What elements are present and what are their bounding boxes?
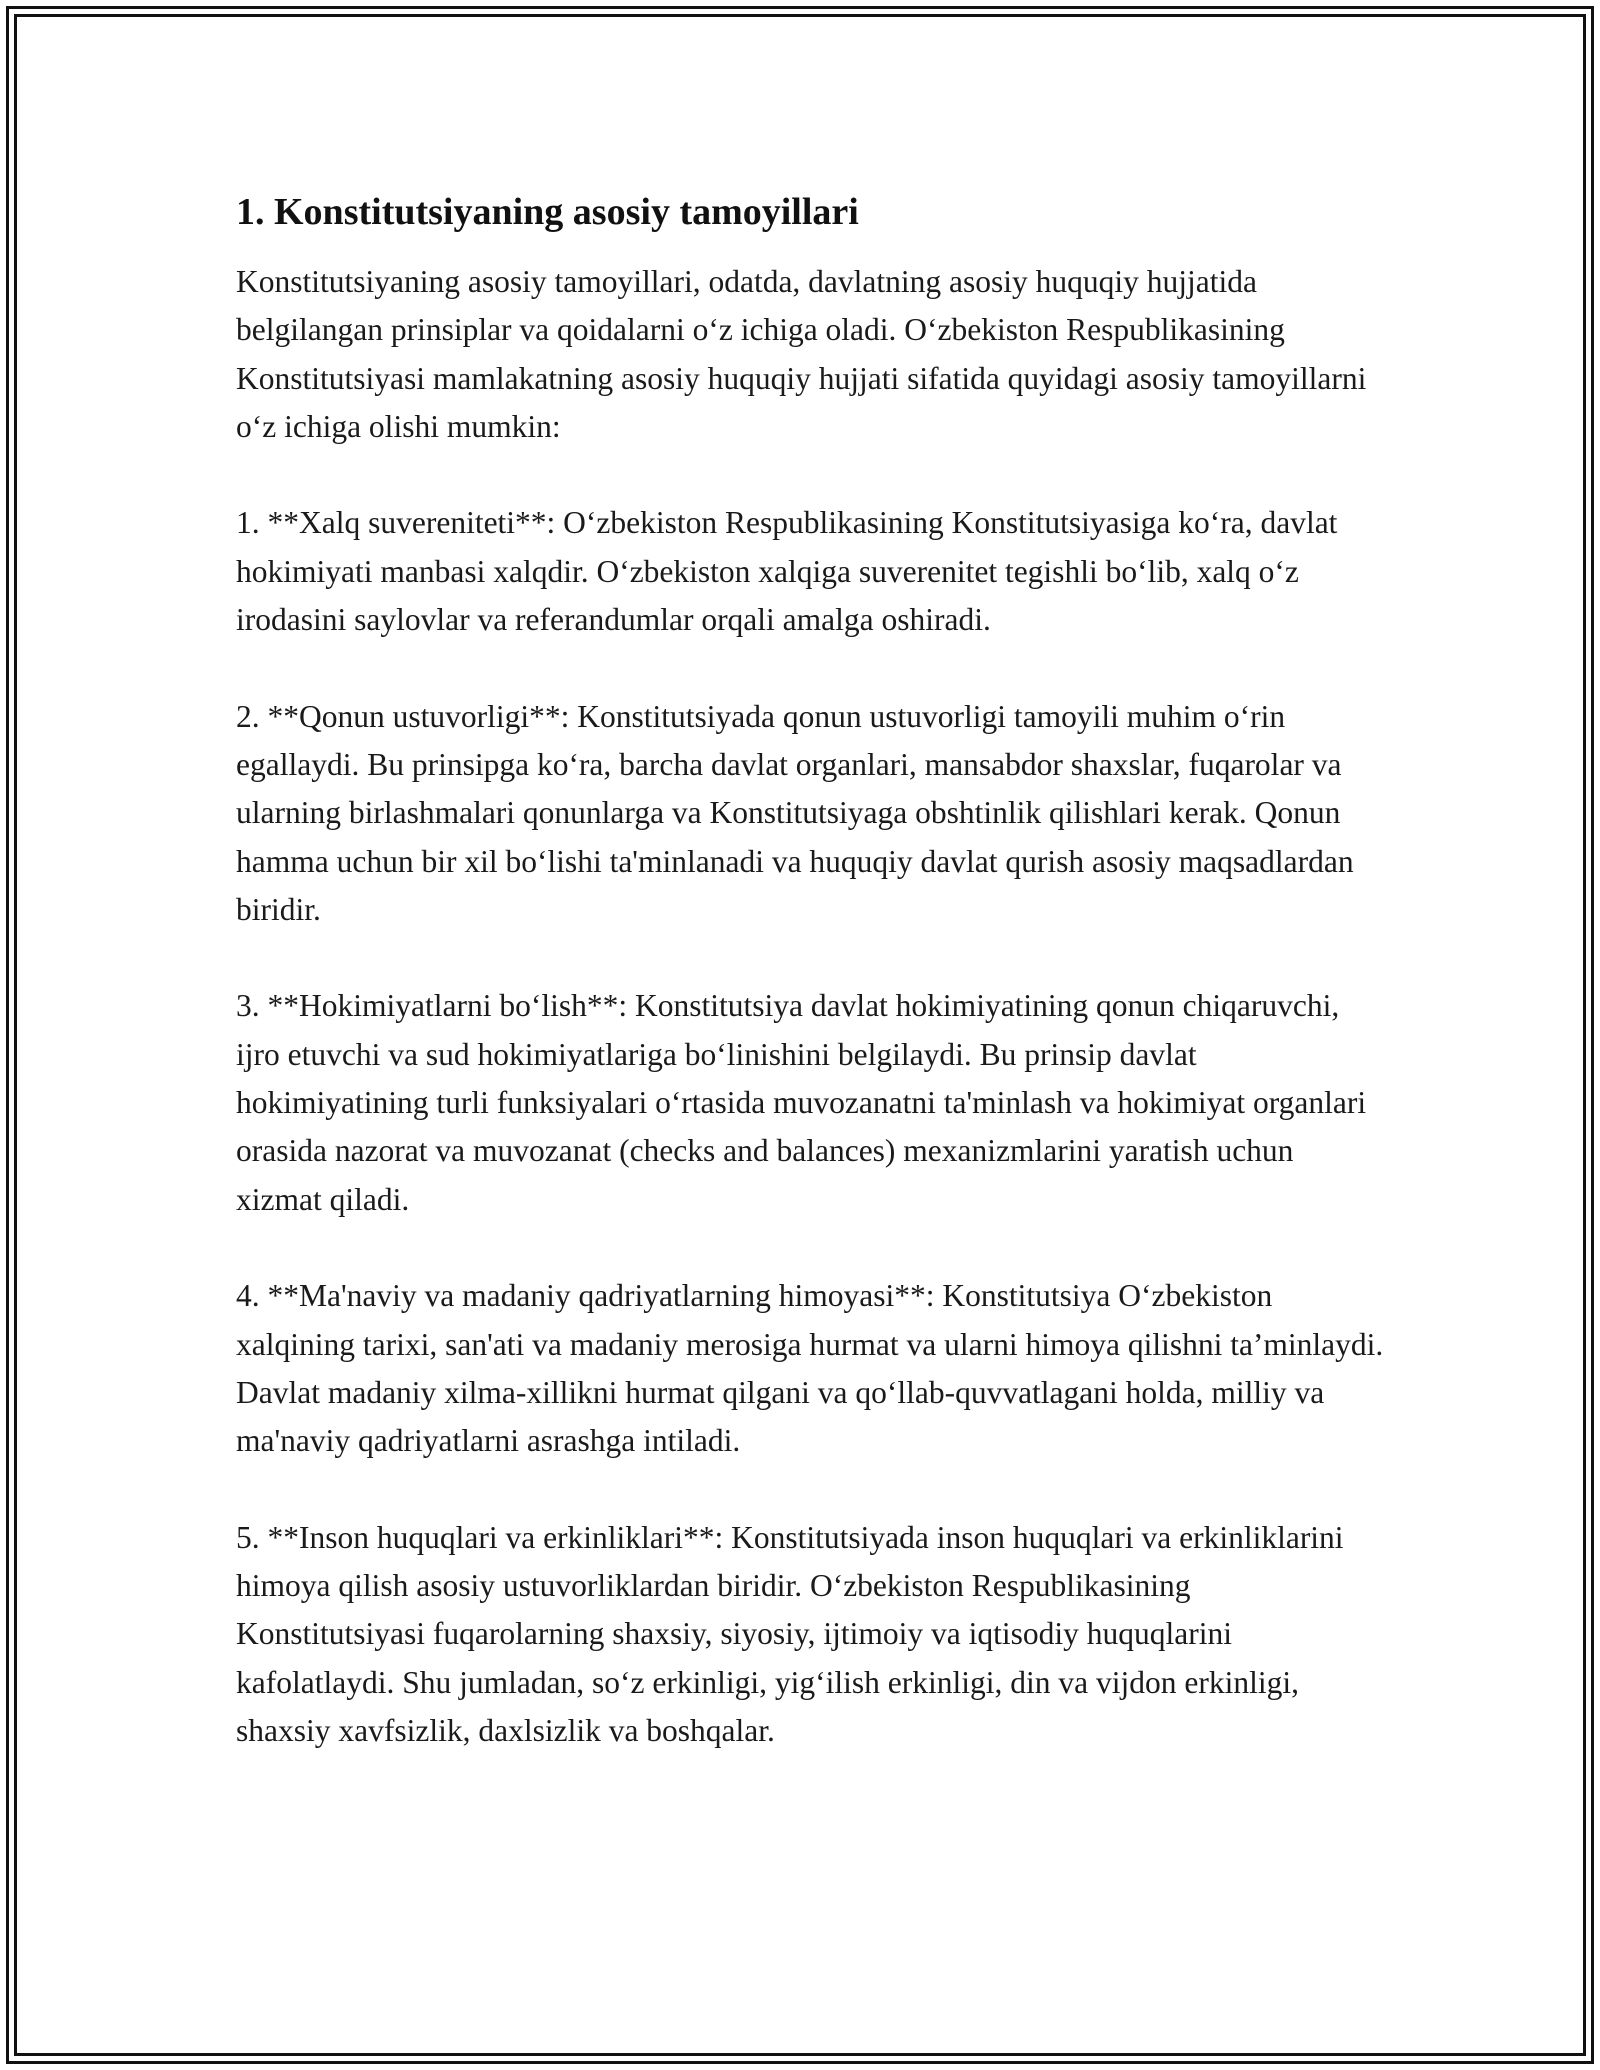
principle-paragraph-2: 2. **Qonun ustuvorligi**: Konstitutsiyada qonun ustuvorligi tamoyili muhim o‘rin egallaydi. Bu prinsipga ko‘ra, barcha davlat organlari, mansabdor shaxslar, fuqarolar va ularning birlashmalari qonunlarga va Konstitutsiyaga obshtinlik qilishlari kerak. Qonun hamma uchun bir xil bo‘lishi ta'minlanadi va huquqiy davlat qurish asosiy maqsadlardan biridir. xyxy=(236,698,1354,927)
document-body xyxy=(236,188,1386,1755)
principle-paragraph-1: 1. **Xalq suvereniteti**: O‘zbekiston Respublikasining Konstitutsiyasiga ko‘ra, davlat hokimiyati manbasi xalqdir. O‘zbekiston xalqiga suverenitet tegishli bo‘lib, xalq o‘z irodasini saylovlar va referandumlar orqali amalga oshiradi. xyxy=(236,505,1338,638)
principle-paragraph-4: 4. **Ma'naviy va madaniy qadriyatlarning himoyasi**: Konstitutsiya O‘zbekiston xalqining tarixi, san'ati va madaniy merosiga hurmat va ularni himoya qilishni ta’minlaydi. Davlat madaniy xilma-xillikni hurmat qilgani va qo‘llab-quvvatlagani holda, milliy va ma'naviy qadriyatlarni asrashga intiladi. xyxy=(236,1278,1384,1459)
document-title: 1. Konstitutsiyaning asosiy tamoyillari xyxy=(236,191,859,233)
principle-paragraph-5: 5. **Inson huquqlari va erkinliklari**: Konstitutsiyada inson huquqlari va erkinliklarini himoya qilish asosiy ustuvorliklardan biridir. O‘zbekiston Respublikasining Konstitutsiyasi fuqarolarning shaxsiy, siyosiy, ijtimoiy va iqtisodiy huquqlarini kafolatlaydi. Shu jumladan, so‘z erkinligi, yig‘ilish erkinligi, din va vijdon erkinligi, shaxsiy xavfsizlik, daxlsizlik va boshqalar. xyxy=(236,1519,1344,1748)
intro-paragraph: Konstitutsiyaning asosiy tamoyillari, odatda, davlatning asosiy huquqiy hujjatida belgilangan prinsiplar va qoidalarni o‘z ichiga oladi. O‘zbekiston Respublikasining Konstitutsiyasi mamlakatning asosiy huquqiy hujjati sifatida quyidagi asosiy tamoyillarni o‘z ichiga olishi mumkin: xyxy=(236,264,1367,444)
principle-paragraph-3: 3. **Hokimiyatlarni bo‘lish**: Konstitutsiya davlat hokimiyatining qonun chiqaruvchi, ijro etuvchi va sud hokimiyatlariga bo‘linishini belgilaydi. Bu prinsip davlat hokimiyatining turli funksiyalari o‘rtasida muvozanatni ta'minlash va hokimiyat organlari orasida nazorat va muvozanat (checks and balances) mexanizmlarini yaratish uchun xizmat qiladi. xyxy=(236,988,1367,1217)
